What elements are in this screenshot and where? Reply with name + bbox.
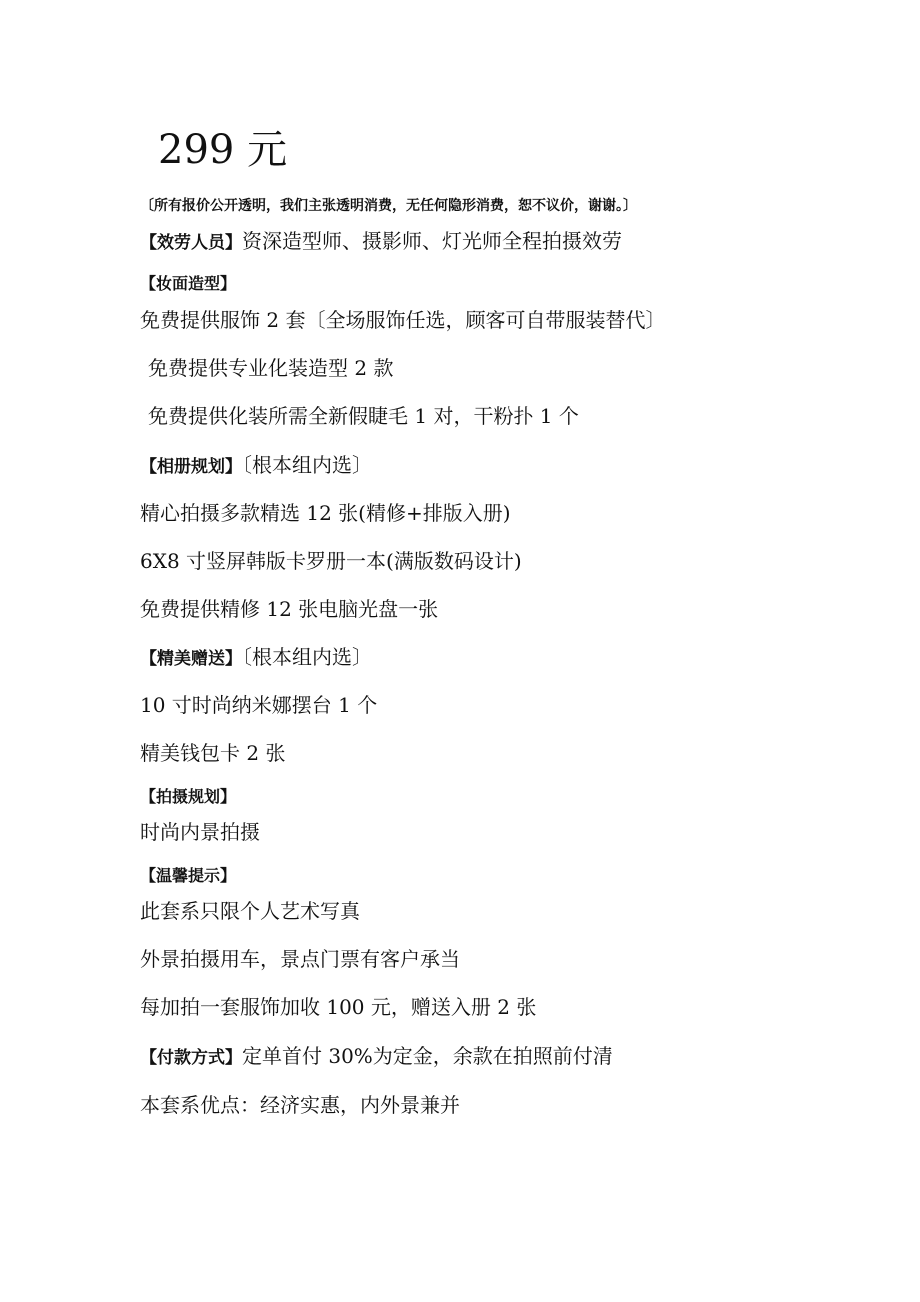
album-item: 免费提供精修 12 张电脑光盘一张: [140, 597, 439, 621]
package-price: 299 元: [158, 127, 288, 173]
staff-heading: 【效劳人员】: [140, 233, 242, 253]
tip-item: 外景拍摄用车，景点门票有客户承当: [140, 947, 460, 971]
album-item: 精心拍摄多款精选 12 张(精修+排版入册): [140, 501, 511, 525]
gift-item: 精美钱包卡 2 张: [140, 741, 286, 765]
payment-text: 定单首付 30%为定金，余款在拍照前付清: [242, 1044, 613, 1068]
gifts-line: [140, 643, 372, 673]
album-item: 6X8 寸竖屏韩版卡罗册一本(满版数码设计): [140, 549, 522, 573]
tip-item: 此套系只限个人艺术写真: [140, 899, 360, 923]
makeup-item: 免费提供专业化装造型 2 款: [148, 356, 394, 380]
staff-text: 资深造型师、摄影师、灯光师全程拍摄效劳: [242, 229, 622, 253]
gift-item: 10 寸时尚纳米娜摆台 1 个: [140, 693, 378, 717]
gifts-sub: 〔根本组内选〕: [242, 645, 372, 669]
staff-line: [140, 227, 622, 257]
tip-item: 每加拍一套服饰加收 100 元，赠送入册 2 张: [140, 995, 537, 1019]
makeup-item: 免费提供化装所需全新假睫毛 1 对，干粉扑 1 个: [148, 404, 579, 428]
advantage-line: 本套系优点：经济实惠，内外景兼并: [140, 1093, 460, 1117]
makeup-item: 免费提供服饰 2 套〔全场服饰任选，顾客可自带服装替代〕: [140, 308, 666, 332]
pricing-note: 〔所有报价公开透明，我们主张透明消费，无任何隐形消费，恕不议价，谢谢。〕: [140, 198, 637, 214]
album-sub: 〔根本组内选〕: [242, 453, 372, 477]
tips-heading: 【温馨提示】: [140, 866, 237, 885]
album-heading: 【相册规划】: [140, 457, 242, 477]
makeup-heading: 【妆面造型】: [140, 274, 237, 293]
shooting-heading: 【拍摄规划】: [140, 787, 237, 806]
gifts-heading: 【精美赠送】: [140, 649, 242, 669]
album-line: [140, 451, 372, 481]
payment-heading: 【付款方式】: [140, 1048, 242, 1068]
shooting-item: 时尚内景拍摄: [140, 820, 260, 844]
payment-line: [140, 1042, 613, 1072]
